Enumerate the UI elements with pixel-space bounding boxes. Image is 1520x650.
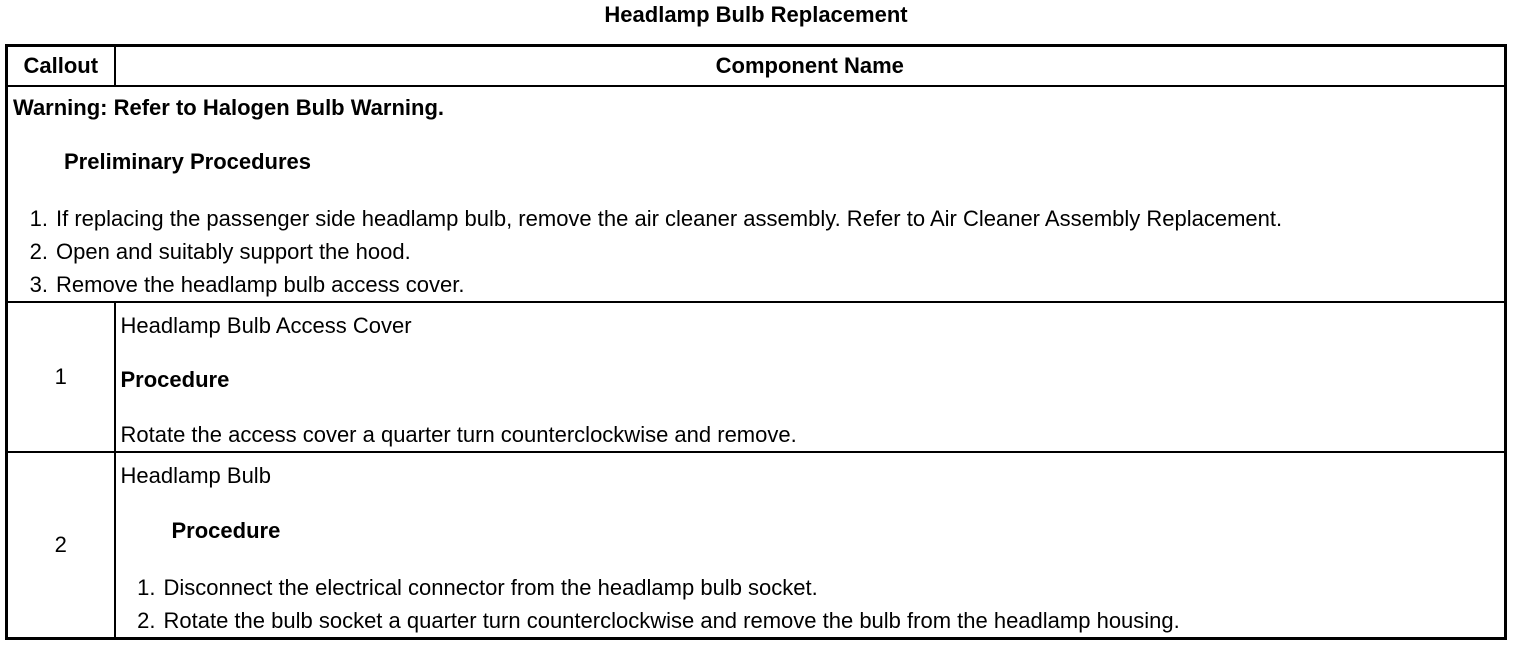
procedure-text: Rotate the access cover a quarter turn counterclockwise and remove. <box>120 422 797 447</box>
preliminary-steps <box>8 202 1504 301</box>
list-item <box>116 571 1505 604</box>
warning-text: Warning: Refer to Halogen Bulb Warning. <box>13 95 445 120</box>
step-text: Rotate the bulb socket a quarter turn counterclockwise and remove the bulb from the headlamp housing. <box>163 608 1180 633</box>
procedure-label: Procedure <box>171 518 281 543</box>
list-item <box>8 268 1504 301</box>
step-number: 1. <box>29 206 48 231</box>
step-text: Remove the headlamp bulb access cover. <box>56 272 465 297</box>
step-number: 2. <box>137 608 156 633</box>
preliminary-row <box>7 86 1506 302</box>
list-item <box>8 202 1504 235</box>
step-number: 2. <box>29 239 48 264</box>
procedure-table <box>5 44 1507 640</box>
callout-number: 1 <box>7 302 115 452</box>
step-number: 1. <box>137 575 156 600</box>
callout-number: 2 <box>7 452 115 639</box>
step-number: 3. <box>29 272 48 297</box>
procedure-label: Procedure <box>120 367 230 392</box>
step-text: Disconnect the electrical connector from the headlamp bulb socket. <box>163 575 818 600</box>
component-column-header: Component Name <box>115 46 1506 87</box>
component-name: Headlamp Bulb <box>120 463 271 488</box>
step-text: If replacing the passenger side headlamp bulb, remove the air cleaner assembly. Refer to Air Cleaner Assembly Replacement. <box>56 206 1283 231</box>
component-cell <box>115 452 1506 639</box>
callout-column-header: Callout <box>7 46 115 87</box>
component-cell <box>115 302 1506 452</box>
preliminary-heading: Preliminary Procedures <box>64 149 312 174</box>
page-title: Headlamp Bulb Replacement <box>604 2 908 27</box>
table-row <box>7 302 1506 452</box>
component-name: Headlamp Bulb Access Cover <box>120 313 412 338</box>
step-text: Open and suitably support the hood. <box>56 239 411 264</box>
list-item <box>116 604 1505 637</box>
table-header-row <box>7 46 1506 87</box>
preliminary-cell <box>7 86 1506 302</box>
procedure-steps <box>116 571 1505 637</box>
table-row <box>7 452 1506 639</box>
list-item <box>8 235 1504 268</box>
